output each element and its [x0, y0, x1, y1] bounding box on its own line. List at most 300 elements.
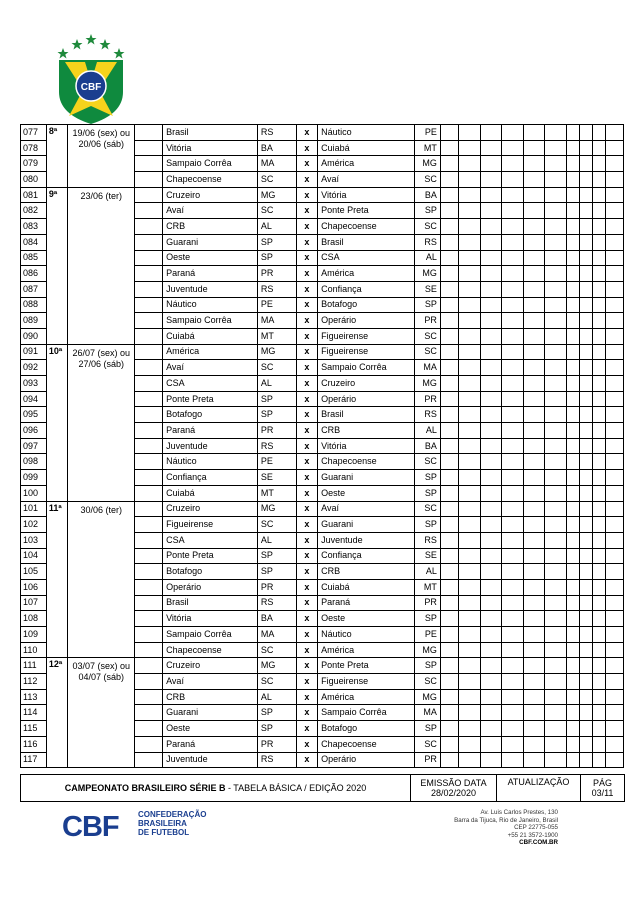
- blank-cell: [566, 266, 579, 282]
- away-state: PR: [415, 752, 441, 768]
- away-state: SC: [415, 344, 441, 360]
- blank-cell: [605, 328, 623, 344]
- blank-cell: [545, 266, 567, 282]
- blank-cell: [459, 721, 481, 737]
- versus-mark: x: [296, 470, 318, 486]
- blank-cell: [502, 234, 524, 250]
- versus-mark: x: [296, 579, 318, 595]
- blank-cell: [592, 234, 605, 250]
- blank-cell: [605, 187, 623, 203]
- blank-cell: [579, 156, 592, 172]
- blank-cell: [566, 313, 579, 329]
- home-state: SP: [257, 250, 296, 266]
- blank-cell: [605, 627, 623, 643]
- blank-cell: [605, 391, 623, 407]
- blank-cell: [545, 125, 567, 141]
- blank-cell: [545, 281, 567, 297]
- versus-mark: x: [296, 595, 318, 611]
- blank-cell: [459, 297, 481, 313]
- blank-cell: [440, 203, 458, 219]
- away-team: Paraná: [318, 595, 415, 611]
- away-state: MA: [415, 705, 441, 721]
- blank-cell: [523, 328, 545, 344]
- blank-cell: [545, 344, 567, 360]
- away-state: SP: [415, 297, 441, 313]
- blank-cell: [545, 391, 567, 407]
- versus-mark: x: [296, 391, 318, 407]
- blank-cell: [523, 360, 545, 376]
- emissao-date: 28/02/2020: [430, 788, 477, 798]
- blank-cell: [605, 438, 623, 454]
- blank-cell: [566, 156, 579, 172]
- blank-cell: [605, 454, 623, 470]
- blank-cell: [566, 517, 579, 533]
- blank-cell: [502, 219, 524, 235]
- blank-cell: [592, 125, 605, 141]
- blank-cell: [480, 454, 502, 470]
- home-state: AL: [257, 376, 296, 392]
- match-row: [21, 125, 624, 141]
- away-state: SP: [415, 721, 441, 737]
- blank-cell: [523, 266, 545, 282]
- blank-cell: [566, 532, 579, 548]
- home-state: MT: [257, 485, 296, 501]
- home-team: Cuiabá: [163, 485, 258, 501]
- blank-cell: [459, 438, 481, 454]
- blank-cell: [135, 423, 163, 439]
- versus-mark: x: [296, 689, 318, 705]
- away-team: Sampaio Corrêa: [318, 705, 415, 721]
- blank-cell: [566, 407, 579, 423]
- blank-cell: [545, 532, 567, 548]
- blank-cell: [502, 611, 524, 627]
- blank-cell: [523, 140, 545, 156]
- blank-cell: [545, 360, 567, 376]
- home-state: RS: [257, 125, 296, 141]
- away-state: SE: [415, 281, 441, 297]
- home-state: SC: [257, 203, 296, 219]
- home-state: MT: [257, 328, 296, 344]
- blank-cell: [523, 219, 545, 235]
- versus-mark: x: [296, 140, 318, 156]
- home-team: Náutico: [163, 454, 258, 470]
- home-team: Chapecoense: [163, 172, 258, 188]
- address-line1: Av. Luis Carlos Prestes, 130: [480, 809, 558, 816]
- blank-cell: [523, 517, 545, 533]
- blank-cell: [566, 736, 579, 752]
- match-number: 079: [21, 156, 47, 172]
- blank-cell: [135, 234, 163, 250]
- blank-cell: [605, 579, 623, 595]
- blank-cell: [566, 579, 579, 595]
- blank-cell: [566, 172, 579, 188]
- cbf-crest-logo: [55, 30, 127, 126]
- blank-cell: [605, 517, 623, 533]
- page-value: 03/11: [591, 788, 614, 798]
- blank-cell: [440, 219, 458, 235]
- blank-cell: [502, 187, 524, 203]
- blank-cell: [523, 485, 545, 501]
- blank-cell: [480, 721, 502, 737]
- blank-cell: [592, 736, 605, 752]
- blank-cell: [459, 454, 481, 470]
- address-line3: CEP 22775-055: [514, 824, 558, 832]
- home-state: SC: [257, 360, 296, 376]
- blank-cell: [545, 485, 567, 501]
- blank-cell: [566, 564, 579, 580]
- away-team: Vitória: [318, 438, 415, 454]
- match-number: 103: [21, 532, 47, 548]
- blank-cell: [135, 674, 163, 690]
- blank-cell: [502, 250, 524, 266]
- blank-cell: [592, 376, 605, 392]
- home-team: CSA: [163, 532, 258, 548]
- match-number: 094: [21, 391, 47, 407]
- blank-cell: [579, 391, 592, 407]
- blank-cell: [502, 595, 524, 611]
- blank-cell: [579, 501, 592, 517]
- blank-cell: [579, 376, 592, 392]
- blank-cell: [502, 391, 524, 407]
- blank-cell: [135, 281, 163, 297]
- blank-cell: [579, 579, 592, 595]
- blank-cell: [579, 328, 592, 344]
- blank-cell: [502, 328, 524, 344]
- away-team: Cuiabá: [318, 579, 415, 595]
- round-cell: 12ª: [46, 658, 68, 768]
- blank-cell: [459, 579, 481, 595]
- home-state: PE: [257, 297, 296, 313]
- blank-cell: [605, 203, 623, 219]
- blank-cell: [440, 658, 458, 674]
- crest-abbr: CBF: [80, 82, 102, 93]
- blank-cell: [459, 281, 481, 297]
- match-number: 091: [21, 344, 47, 360]
- blank-cell: [605, 266, 623, 282]
- home-state: AL: [257, 532, 296, 548]
- blank-cell: [523, 376, 545, 392]
- home-state: SC: [257, 674, 296, 690]
- blank-cell: [545, 689, 567, 705]
- blank-cell: [480, 470, 502, 486]
- blank-cell: [523, 297, 545, 313]
- blank-cell: [592, 548, 605, 564]
- home-state: MA: [257, 313, 296, 329]
- blank-cell: [579, 642, 592, 658]
- blank-cell: [545, 438, 567, 454]
- blank-cell: [566, 752, 579, 768]
- blank-cell: [135, 438, 163, 454]
- away-team: Brasil: [318, 234, 415, 250]
- match-number: 104: [21, 548, 47, 564]
- blank-cell: [605, 140, 623, 156]
- match-number: 095: [21, 407, 47, 423]
- blank-cell: [480, 187, 502, 203]
- home-state: BA: [257, 140, 296, 156]
- home-team: Confiança: [163, 470, 258, 486]
- blank-cell: [480, 752, 502, 768]
- blank-cell: [566, 501, 579, 517]
- home-team: Náutico: [163, 297, 258, 313]
- away-team: Confiança: [318, 281, 415, 297]
- round-date: 23/06 (ter): [68, 187, 135, 344]
- home-state: PR: [257, 579, 296, 595]
- home-state: BA: [257, 611, 296, 627]
- match-row: [21, 658, 624, 674]
- home-state: AL: [257, 689, 296, 705]
- home-state: RS: [257, 281, 296, 297]
- blank-cell: [459, 564, 481, 580]
- away-team: Náutico: [318, 125, 415, 141]
- blank-cell: [523, 564, 545, 580]
- away-state: BA: [415, 187, 441, 203]
- blank-cell: [579, 548, 592, 564]
- blank-cell: [523, 234, 545, 250]
- match-number: 113: [21, 689, 47, 705]
- match-number: 085: [21, 250, 47, 266]
- address-line2: Barra da Tijuca, Rio de Janeiro, Brasil: [454, 816, 558, 824]
- home-team: Sampaio Corrêa: [163, 627, 258, 643]
- home-state: MG: [257, 501, 296, 517]
- blank-cell: [592, 721, 605, 737]
- versus-mark: x: [296, 611, 318, 627]
- home-state: MG: [257, 658, 296, 674]
- away-team: CSA: [318, 250, 415, 266]
- blank-cell: [440, 752, 458, 768]
- address-line4: +55 21 3572-1900: [507, 831, 558, 839]
- home-team: Avaí: [163, 203, 258, 219]
- away-state: MG: [415, 642, 441, 658]
- blank-cell: [605, 281, 623, 297]
- away-team: Cruzeiro: [318, 376, 415, 392]
- blank-cell: [579, 752, 592, 768]
- blank-cell: [592, 611, 605, 627]
- away-state: RS: [415, 532, 441, 548]
- blank-cell: [592, 532, 605, 548]
- blank-cell: [592, 705, 605, 721]
- blank-cell: [135, 140, 163, 156]
- home-team: América: [163, 344, 258, 360]
- blank-cell: [480, 736, 502, 752]
- blank-cell: [135, 501, 163, 517]
- home-team: Botafogo: [163, 564, 258, 580]
- blank-cell: [502, 736, 524, 752]
- blank-cell: [502, 705, 524, 721]
- blank-cell: [135, 187, 163, 203]
- address-site: CBF.COM.BR: [519, 839, 558, 847]
- blank-cell: [545, 423, 567, 439]
- blank-cell: [480, 517, 502, 533]
- blank-cell: [605, 360, 623, 376]
- blank-cell: [523, 721, 545, 737]
- blank-cell: [592, 344, 605, 360]
- blank-cell: [592, 501, 605, 517]
- blank-cell: [545, 752, 567, 768]
- match-number: 100: [21, 485, 47, 501]
- blank-cell: [579, 234, 592, 250]
- blank-cell: [502, 501, 524, 517]
- away-team: Botafogo: [318, 297, 415, 313]
- blank-cell: [502, 266, 524, 282]
- blank-cell: [566, 219, 579, 235]
- address-block: [395, 809, 558, 847]
- blank-cell: [592, 658, 605, 674]
- blank-cell: [592, 391, 605, 407]
- home-state: MA: [257, 627, 296, 643]
- round-cell: 10ª: [46, 344, 68, 501]
- versus-mark: x: [296, 658, 318, 674]
- versus-mark: x: [296, 674, 318, 690]
- blank-cell: [480, 438, 502, 454]
- blank-cell: [566, 548, 579, 564]
- match-number: 117: [21, 752, 47, 768]
- blank-cell: [592, 674, 605, 690]
- home-state: SC: [257, 172, 296, 188]
- blank-cell: [480, 156, 502, 172]
- blank-cell: [135, 470, 163, 486]
- blank-cell: [566, 674, 579, 690]
- blank-cell: [605, 611, 623, 627]
- blank-cell: [459, 532, 481, 548]
- away-state: AL: [415, 564, 441, 580]
- blank-cell: [459, 501, 481, 517]
- versus-mark: x: [296, 172, 318, 188]
- blank-cell: [135, 297, 163, 313]
- match-number: 105: [21, 564, 47, 580]
- blank-cell: [592, 187, 605, 203]
- blank-cell: [523, 438, 545, 454]
- blank-cell: [459, 266, 481, 282]
- away-team: Guarani: [318, 517, 415, 533]
- blank-cell: [480, 328, 502, 344]
- blank-cell: [545, 658, 567, 674]
- round-date: 03/07 (sex) ou 04/07 (sáb): [68, 658, 135, 768]
- blank-cell: [459, 328, 481, 344]
- home-state: SP: [257, 391, 296, 407]
- blank-cell: [502, 485, 524, 501]
- blank-cell: [566, 423, 579, 439]
- blank-cell: [502, 344, 524, 360]
- blank-cell: [480, 313, 502, 329]
- blank-cell: [502, 203, 524, 219]
- match-number: 108: [21, 611, 47, 627]
- away-state: MT: [415, 579, 441, 595]
- blank-cell: [579, 250, 592, 266]
- blank-cell: [135, 517, 163, 533]
- blank-cell: [502, 281, 524, 297]
- blank-cell: [480, 203, 502, 219]
- away-team: Operário: [318, 391, 415, 407]
- versus-mark: x: [296, 376, 318, 392]
- blank-cell: [579, 736, 592, 752]
- match-number: 096: [21, 423, 47, 439]
- blank-cell: [523, 391, 545, 407]
- blank-cell: [440, 344, 458, 360]
- blank-cell: [605, 234, 623, 250]
- blank-cell: [502, 752, 524, 768]
- blank-cell: [592, 438, 605, 454]
- blank-cell: [545, 187, 567, 203]
- blank-cell: [459, 611, 481, 627]
- emissao-label: EMISSÃO DATA: [420, 778, 487, 788]
- blank-cell: [459, 250, 481, 266]
- away-team: Operário: [318, 313, 415, 329]
- versus-mark: x: [296, 219, 318, 235]
- match-number: 092: [21, 360, 47, 376]
- blank-cell: [579, 187, 592, 203]
- away-team: Avaí: [318, 501, 415, 517]
- versus-mark: x: [296, 234, 318, 250]
- home-state: SC: [257, 642, 296, 658]
- blank-cell: [605, 642, 623, 658]
- blank-cell: [545, 328, 567, 344]
- blank-cell: [545, 705, 567, 721]
- blank-cell: [579, 360, 592, 376]
- blank-cell: [592, 627, 605, 643]
- blank-cell: [440, 721, 458, 737]
- blank-cell: [545, 376, 567, 392]
- match-number: 110: [21, 642, 47, 658]
- blank-cell: [440, 517, 458, 533]
- blank-cell: [459, 705, 481, 721]
- versus-mark: x: [296, 187, 318, 203]
- blank-cell: [459, 376, 481, 392]
- match-number: 112: [21, 674, 47, 690]
- blank-cell: [545, 297, 567, 313]
- home-state: SP: [257, 548, 296, 564]
- match-number: 101: [21, 501, 47, 517]
- blank-cell: [592, 470, 605, 486]
- blank-cell: [545, 611, 567, 627]
- blank-cell: [592, 313, 605, 329]
- blank-cell: [523, 501, 545, 517]
- blank-cell: [480, 297, 502, 313]
- match-number: 084: [21, 234, 47, 250]
- blank-cell: [566, 611, 579, 627]
- blank-cell: [480, 391, 502, 407]
- blank-cell: [545, 140, 567, 156]
- blank-cell: [480, 595, 502, 611]
- blank-cell: [502, 532, 524, 548]
- away-team: Ponte Preta: [318, 658, 415, 674]
- home-team: Ponte Preta: [163, 391, 258, 407]
- home-team: Figueirense: [163, 517, 258, 533]
- away-team: América: [318, 266, 415, 282]
- blank-cell: [579, 470, 592, 486]
- blank-cell: [566, 595, 579, 611]
- blank-cell: [135, 376, 163, 392]
- footer-title-bold: CAMPEONATO BRASILEIRO SÉRIE B: [64, 783, 226, 793]
- match-row: [21, 187, 624, 203]
- home-state: PR: [257, 266, 296, 282]
- blank-cell: [480, 281, 502, 297]
- blank-cell: [135, 611, 163, 627]
- home-state: RS: [257, 752, 296, 768]
- round-date: 26/07 (sex) ou 27/06 (sáb): [68, 344, 135, 501]
- away-team: América: [318, 156, 415, 172]
- match-number: 116: [21, 736, 47, 752]
- away-team: Juventude: [318, 532, 415, 548]
- blank-cell: [545, 470, 567, 486]
- blank-cell: [545, 156, 567, 172]
- versus-mark: x: [296, 266, 318, 282]
- cbf-wordmark-logo: [62, 806, 362, 846]
- versus-mark: x: [296, 407, 318, 423]
- blank-cell: [459, 470, 481, 486]
- blank-cell: [440, 376, 458, 392]
- versus-mark: x: [296, 454, 318, 470]
- match-table: [20, 124, 624, 768]
